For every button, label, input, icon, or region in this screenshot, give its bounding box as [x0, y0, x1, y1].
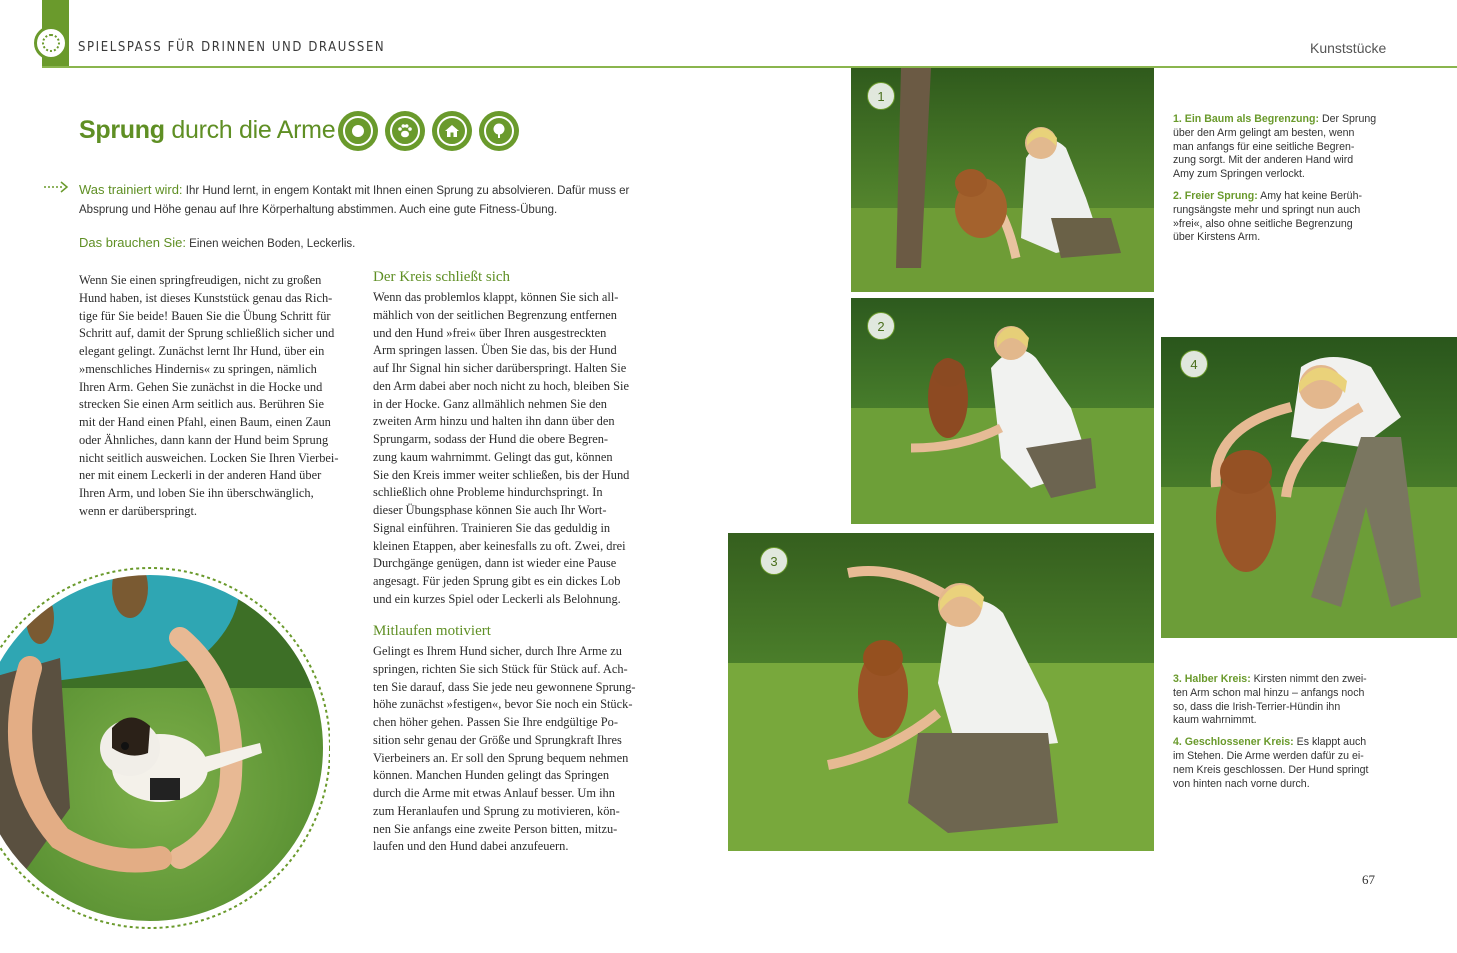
text-line: ner mit einem Leckerli in der anderen Hand über	[79, 468, 322, 483]
caption-line: Amy zum Springen verlockt.	[1173, 168, 1305, 181]
text-line: nicht seitlich ausweichen. Locken Sie Ihren Vierbei-	[79, 450, 339, 465]
photo-number-1: 1	[867, 82, 895, 110]
caption-line: Der Sprung	[1319, 113, 1377, 125]
text-line: können. Manchen Hunden gelingt das Springen	[373, 768, 610, 783]
caption-line: ten Arm schon mal hinzu – anfangs noch	[1173, 686, 1365, 699]
captions-bottom	[1173, 673, 1403, 799]
text-line: tige für Sie beide! Bauen Sie die Übung Schritt für	[79, 308, 331, 323]
photo-caption	[1173, 736, 1403, 791]
section-title: SPIELSPASS FÜR DRINNEN UND DRAUSSEN	[78, 40, 386, 55]
text-line: dieser Übungsphase können Sie auch Ihr Wort-	[373, 503, 607, 517]
body-column-1	[79, 272, 369, 521]
text-line: angesagt. Für jeden Sprung gibt es ein dickes Lob	[373, 574, 621, 588]
text-line: und den Hund »frei« über Ihren ausgestreckten	[373, 325, 607, 340]
text-line: ten Sie darauf, dass Sie jede neu gewonnene Sprung-	[373, 679, 636, 694]
photo-4-closed-circle	[1161, 337, 1457, 638]
caption-line: über Kirstens Arm.	[1173, 231, 1261, 244]
text-line: elegant gelingt. Zunächst lernt Ihr Hund, über ein	[79, 344, 325, 358]
text-line: strecken Sie einen Arm seitlich aus. Berühren Sie	[79, 397, 324, 412]
subheading-2: Mitlaufen motiviert	[373, 623, 491, 639]
caption-key: 2. Freier Sprung:	[1173, 189, 1258, 202]
text-line: Vierbeiners an. Er soll den Sprung bequem nehmen	[373, 750, 629, 765]
page-title	[79, 116, 335, 145]
body-column-2-para-2	[373, 643, 663, 856]
text-line: wenn er darüberspringt.	[79, 503, 198, 518]
trained-line2: Absprung und Höhe genau auf Ihre Körperhaltung abstimmen. Auch eine gute Fitness-Übung.	[79, 204, 558, 216]
chapter-name: Kunststücke	[1310, 40, 1387, 56]
trained-label: Was trainiert wird:	[79, 182, 183, 197]
caption-line: nem Kreis geschlossen. Der Hund springt	[1173, 763, 1369, 776]
caption-line: Es klappt auch	[1293, 736, 1367, 749]
text-line: Ihren Arm. Gehen Sie zunächst in die Hocke und	[79, 379, 323, 394]
text-line: nen Sie anfangs eine zweite Person bitten, mitzu-	[373, 821, 618, 836]
text-line: oder Ähnliches, dann kann der Hund beim Sprung	[79, 432, 329, 447]
text-line: Ihren Arm, und loben Sie ihn überschwänglich,	[79, 486, 314, 500]
intro-trained	[79, 180, 679, 220]
text-line: kleinen Etappen, aber keinesfalls zu oft. Zwei, drei	[373, 538, 626, 553]
text-line: Wenn das problemlos klappt, können Sie sich all-	[373, 290, 619, 304]
text-line: durch die Arme mit etwas Anlauf besser. Um ihn	[373, 786, 615, 800]
text-line: Signal einführen. Trainieren Sie das geduldig in	[373, 520, 611, 535]
photo-number-4: 4	[1180, 350, 1208, 378]
text-line: zung kaum wahrnimmt. Gelingt das gut, können	[373, 449, 613, 464]
text-line: Durchgänge genügen, dann ist wieder eine Pause	[373, 556, 617, 571]
text-line: laufen und den Hund dabei anzufeuern.	[373, 839, 569, 854]
caption-line: über den Arm gelingt am besten, wenn	[1173, 126, 1355, 139]
title-rest: durch die Arme	[171, 116, 336, 144]
text-line: zweiten Arm hinzu und halten ihn dann über den	[373, 414, 615, 429]
tree-icon	[479, 111, 519, 151]
text-line: Gelingt es Ihrem Hund sicher, durch Ihre Arme zu	[373, 644, 622, 658]
text-line: und ein kurzes Spiel oder Leckerli als Belohnung.	[373, 591, 621, 606]
needs-label: Das brauchen Sie:	[79, 235, 186, 250]
caption-line: Kirsten nimmt den zwei-	[1250, 673, 1367, 685]
trained-line1: Ihr Hund lernt, in engem Kontakt mit Ihnen einen Sprung zu absolvieren. Dafür muss er	[185, 185, 630, 197]
caption-key: 4. Geschlossener Kreis:	[1173, 736, 1294, 749]
intro-needs	[79, 233, 679, 254]
caption-line: Amy hat keine Berüh-	[1257, 189, 1362, 202]
needs-text: Einen weichen Boden, Leckerlis.	[189, 238, 356, 250]
body-column-2-para-1	[373, 289, 663, 609]
text-line: Wenn Sie einen springfreudigen, nicht zu großen	[79, 273, 322, 287]
text-line: Hund haben, ist dieses Kunststück genau das Rich-	[79, 290, 333, 305]
page-number: 67	[1362, 872, 1375, 887]
photo-jack-russell-circle	[0, 548, 330, 938]
caption-line: zung sorgt. Mit der anderen Hand wird	[1173, 154, 1354, 167]
text-line: schließlich ohne Probleme hindurchspringt. In	[373, 485, 603, 500]
text-line: mit der Hand einen Pfahl, einen Baum, einen Zaun	[79, 415, 331, 429]
photo-number-3: 3	[760, 547, 788, 575]
text-line: in der Hocke. Ganz allmählich nehmen Sie den	[373, 396, 607, 411]
header-divider	[42, 66, 1457, 68]
text-line: chen höher gehen. Passen Sie Ihre endgültige Po-	[373, 715, 618, 729]
text-line: sition sehr genau der Größe und Sprungkraft Ihres	[373, 732, 622, 747]
photo-caption	[1173, 673, 1403, 728]
caption-line: von hinten nach vorne durch.	[1173, 777, 1310, 790]
target-icon	[338, 111, 378, 151]
chapter-badge-icon	[34, 26, 68, 60]
title-bold: Sprung	[79, 116, 165, 144]
caption-key: 1. Ein Baum als Begrenzung:	[1173, 113, 1319, 125]
captions-top	[1173, 113, 1403, 253]
text-line: »menschliches Hindernis« zu springen, nämlich	[79, 361, 317, 376]
subheading-1: Der Kreis schließt sich	[373, 269, 511, 285]
text-line: Schritt auf, damit der Sprung schließlich sicher und	[79, 326, 335, 341]
caption-line: kaum wahrnimmt.	[1173, 714, 1257, 727]
text-line: auf Ihr Signal hin sicher darüberspringt. Halten Sie	[373, 361, 627, 375]
caption-line: man anfangs für eine seitliche Begren-	[1173, 140, 1355, 153]
paw-icon	[385, 111, 425, 151]
photo-caption	[1173, 190, 1403, 245]
dotted-arrow-icon	[44, 181, 70, 193]
caption-line: im Stehen. Die Arme werden dafür zu ei-	[1173, 749, 1364, 762]
caption-key: 3. Halber Kreis:	[1173, 673, 1251, 685]
text-line: springen, richten Sie sich Stück für Stück auf. Ach-	[373, 661, 628, 676]
text-line: Arm springen lassen. Üben Sie das, bis der Hund	[373, 343, 617, 358]
photo-caption	[1173, 113, 1403, 182]
photo-1-tree-boundary	[851, 68, 1154, 292]
text-line: zum Heranlaufen und Sprung zu motivieren, kön-	[373, 803, 620, 818]
text-line: den Arm dabei aber noch nicht zu hoch, bleiben Sie	[373, 378, 629, 393]
text-line: mählich von der seitlichen Begrenzung entfernen	[373, 307, 617, 322]
caption-line: rungsängste mehr und springt nun auch	[1173, 203, 1361, 216]
caption-line: so, dass die Irish-Terrier-Hündin ihn	[1173, 700, 1341, 713]
text-line: höhe zunächst »festigen«, bevor Sie noch ein Stück-	[373, 697, 633, 712]
house-icon	[432, 111, 472, 151]
photo-2-free-jump	[851, 298, 1154, 524]
text-line: Sprungarm, sodass der Hund die obere Begren-	[373, 432, 609, 446]
text-line: Sie den Kreis immer weiter schließen, bis der Hund	[373, 467, 630, 482]
photo-3-half-circle	[728, 533, 1154, 851]
photo-number-2: 2	[867, 312, 895, 340]
caption-line: »frei«, also ohne seitliche Begrenzung	[1173, 217, 1353, 230]
